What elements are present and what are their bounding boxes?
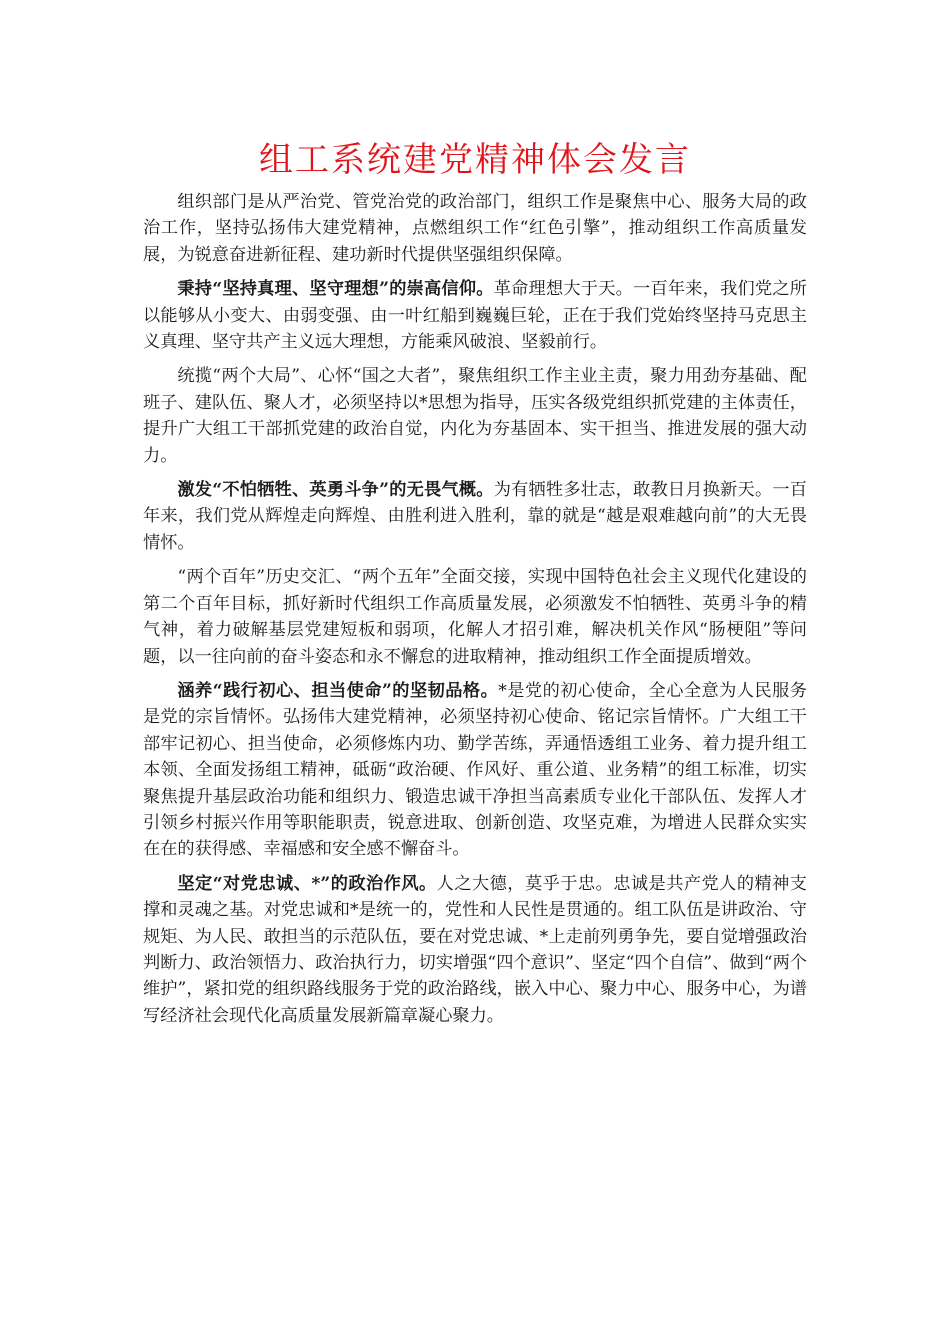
paragraph-1 [143,189,807,268]
document-body [143,189,807,1037]
paragraph-text: 组织部门是从严治党、管党治党的政治部门，组织工作是聚焦中心、服务大局的政治工作，坚持弘扬伟大建党精神，点燃组织工作“红色引擎”，推动组织工作高质量发展，为锐意奋进新征程、建功新时代提供坚强组织保障。 [143,192,807,265]
paragraph-lead: 激发“不怕牺牲、英勇斗争”的无畏气概。 [177,480,494,501]
paragraph-5 [143,564,807,670]
paragraph-7 [143,871,807,1029]
paragraph-lead: 涵养“践行初心、担当使命”的坚韧品格。 [177,680,499,701]
paragraph-4 [143,477,807,556]
document-title: 组工系统建党精神体会发言 [259,140,691,180]
paragraph-text: 革命理想大于天。一百年来，我们党之所以能够从小变大、由弱变强、由一叶红船到巍巍巨轮，正在于我们党始终坚持马克思主义真理、坚守共产主义远大理想，方能乘风破浪、坚毅前行。 [143,279,807,353]
paragraph-2 [143,276,807,355]
paragraph-lead: 坚定“对党忠诚、*”的政治作风。 [177,873,437,894]
paragraph-lead: 秉持“坚持真理、坚守理想”的崇高信仰。 [177,279,494,300]
paragraph-3 [143,363,807,469]
paragraph-text: *是党的初心使命，全心全意为人民服务是党的宗旨情怀。弘扬伟大建党精神，必须坚持初心使命、铭记宗旨情怀。广大组工干部牢记初心、担当使命，必须修炼内功、勤学苦练，弄通悟透组工业务、着力提升组工本领、全面发扬组工精神，砥砺“政治硬、作风好、重公道、业务精”的组工标准，切实聚焦提升基层政治功能和组织力、锻造忠诚干净担当高素质专业化干部队伍、发挥人才引领乡村振兴作用等职能职责，锐意进取、创新创造、攻坚克难，为增进人民群众实实在在的获得感、幸福感和安全感不懈奋斗。 [143,680,807,860]
paragraph-text: “两个百年”历史交汇、“两个五年”全面交接，实现中国特色社会主义现代化建设的第二个百年目标，抓好新时代组织工作高质量发展，必须激发不怕牺牲、英勇斗争的精气神，着力破解基层党建短板和弱项，化解人才招引难，解决机关作风“肠梗阻”等问题，以一往向前的奋斗姿态和永不懈怠的进取精神，推动组织工作全面提质增效。 [143,567,807,667]
paragraph-text: 人之大德，莫乎于忠。忠诚是共产党人的精神支撑和灵魂之基。对党忠诚和*是统一的，党性和人民性是贯通的。组工队伍是讲政治、守规矩、为人民、敢担当的示范队伍，要在对党忠诚、*上走前列勇争先，要自觉增强政治判断力、政治领悟力、政治执行力，切实增强“四个意识”、坚定“四个自信”、做到“两个维护”，紧扣党的组织路线服务于党的政治路线，嵌入中心、聚力中心、服务中心，为谱写经济社会现代化高质量发展新篇章凝心聚力。 [143,873,807,1026]
paragraph-6 [143,678,807,863]
paragraph-text: 为有牺牲多壮志，敢教日月换新天。一百年来，我们党从辉煌走向辉煌、由胜利进入胜利，靠的就是“越是艰难越向前”的大无畏情怀。 [143,480,807,553]
paragraph-text: 统揽“两个大局”、心怀“国之大者”，聚焦组织工作主业主责，聚力用劲夯基础、配班子、建队伍、聚人才，必须坚持以*思想为指导，压实各级党组织抓党建的主体责任，提升广大组工干部抓党建的政治自觉，内化为夯基固本、实干担当、推进发展的强大动力。 [143,366,807,466]
